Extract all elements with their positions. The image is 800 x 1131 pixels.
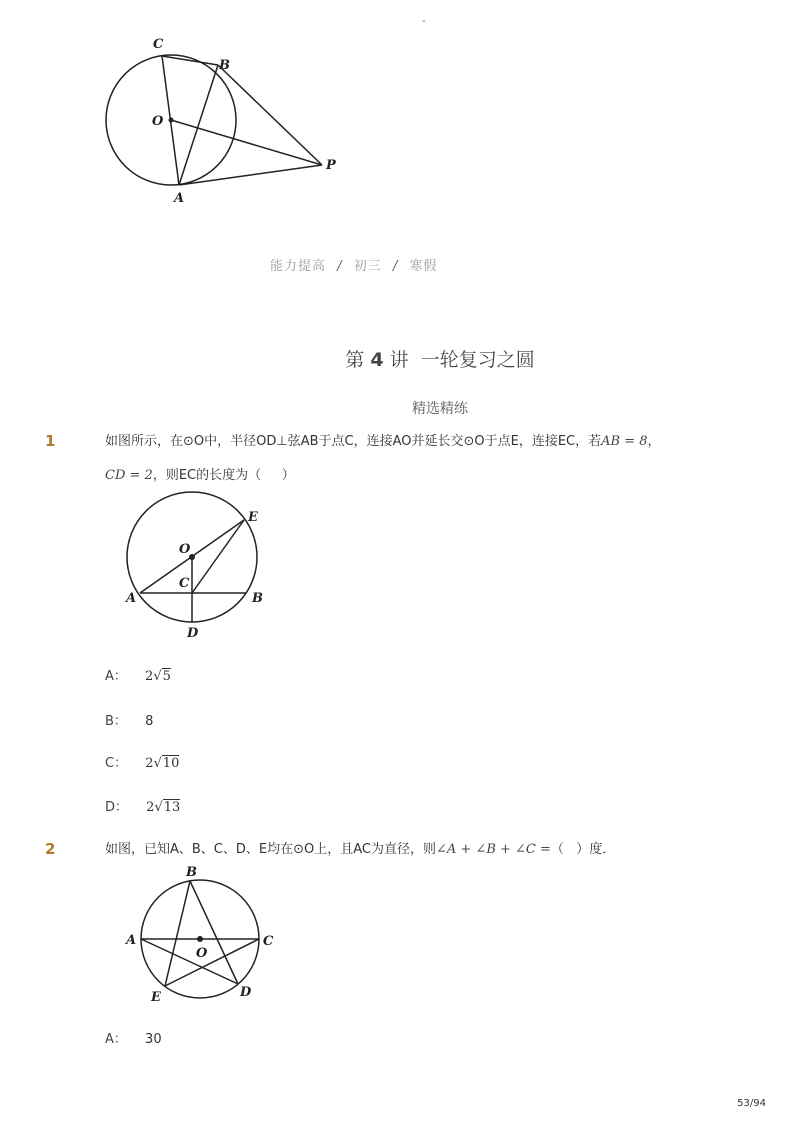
breadcrumb-item: 寒假 — [409, 259, 438, 274]
breadcrumb-separator: / — [392, 259, 399, 274]
question-number: 2 — [45, 840, 56, 858]
breadcrumb — [270, 255, 437, 274]
figure-q1-circle — [120, 505, 280, 645]
option-a[interactable] — [105, 665, 171, 684]
question-text-punct: ， — [647, 434, 661, 449]
question-math-cd: CD = 2 — [105, 468, 153, 483]
label-B: B — [186, 865, 197, 880]
label-P: P — [326, 158, 336, 173]
question-text-line1: 如图所示，在⊙O中，半径OD⊥弦AB于点C，连接AO并延长交⊙O于点E，连接EC，若 — [105, 434, 602, 449]
label-B: B — [219, 58, 230, 73]
figure-q2-star — [120, 860, 290, 1010]
label-D: D — [187, 626, 199, 641]
top-mark: - — [422, 16, 426, 27]
figure-tangent-circle — [100, 35, 350, 210]
option-b[interactable] — [105, 710, 153, 729]
option-value: 30 — [145, 1032, 162, 1047]
label-E: E — [248, 510, 258, 525]
label-C: C — [179, 576, 190, 591]
lecture-number: 4 — [370, 349, 384, 371]
option-label: A： — [105, 1032, 127, 1047]
option-value: 2√5 — [145, 669, 171, 684]
option-label: C： — [105, 756, 128, 771]
question-math-angles: ∠A + ∠B + ∠C = — [435, 842, 551, 857]
question-math-ab: AB = 8 — [601, 434, 648, 449]
option-a[interactable] — [105, 1028, 162, 1047]
question-text — [105, 840, 765, 860]
question-text — [105, 432, 765, 452]
label-A: A — [126, 591, 137, 606]
label-C: C — [263, 934, 274, 949]
option-value: 2√10 — [145, 756, 180, 771]
question-text-2 — [105, 466, 295, 486]
option-c[interactable] — [105, 752, 179, 771]
breadcrumb-separator: / — [337, 259, 343, 274]
breadcrumb-item: 初三 — [353, 259, 382, 274]
question-text-line2: ，则EC的长度为（ ） — [152, 468, 295, 483]
option-label: D： — [105, 800, 129, 815]
question-text-end: （ ）度． — [550, 842, 616, 857]
lecture-title — [0, 345, 800, 372]
lecture-suffix: 讲 一轮复习之圆 — [389, 349, 535, 371]
option-d[interactable] — [105, 796, 180, 815]
option-label: A： — [105, 669, 127, 684]
lecture-prefix: 第 — [345, 349, 365, 371]
option-label: B： — [105, 714, 127, 729]
option-value: 8 — [145, 714, 154, 729]
label-B: B — [252, 591, 263, 606]
label-E: E — [151, 990, 161, 1005]
label-D: D — [240, 985, 252, 1000]
label-A: A — [174, 191, 185, 206]
breadcrumb-item: 能力提高 — [270, 259, 327, 274]
question-number: 1 — [45, 432, 56, 450]
label-C: C — [153, 37, 164, 52]
label-O: O — [196, 946, 208, 961]
page-number: 53/94 — [737, 1098, 766, 1109]
option-value: 2√13 — [146, 800, 181, 815]
label-A: A — [126, 933, 137, 948]
section-title: 精选精练 — [412, 401, 468, 417]
label-O: O — [179, 542, 191, 557]
label-O: O — [152, 114, 164, 129]
question-text-start: 如图，已知A、B、C、D、E均在⊙O上，且AC为直径，则 — [105, 842, 436, 857]
